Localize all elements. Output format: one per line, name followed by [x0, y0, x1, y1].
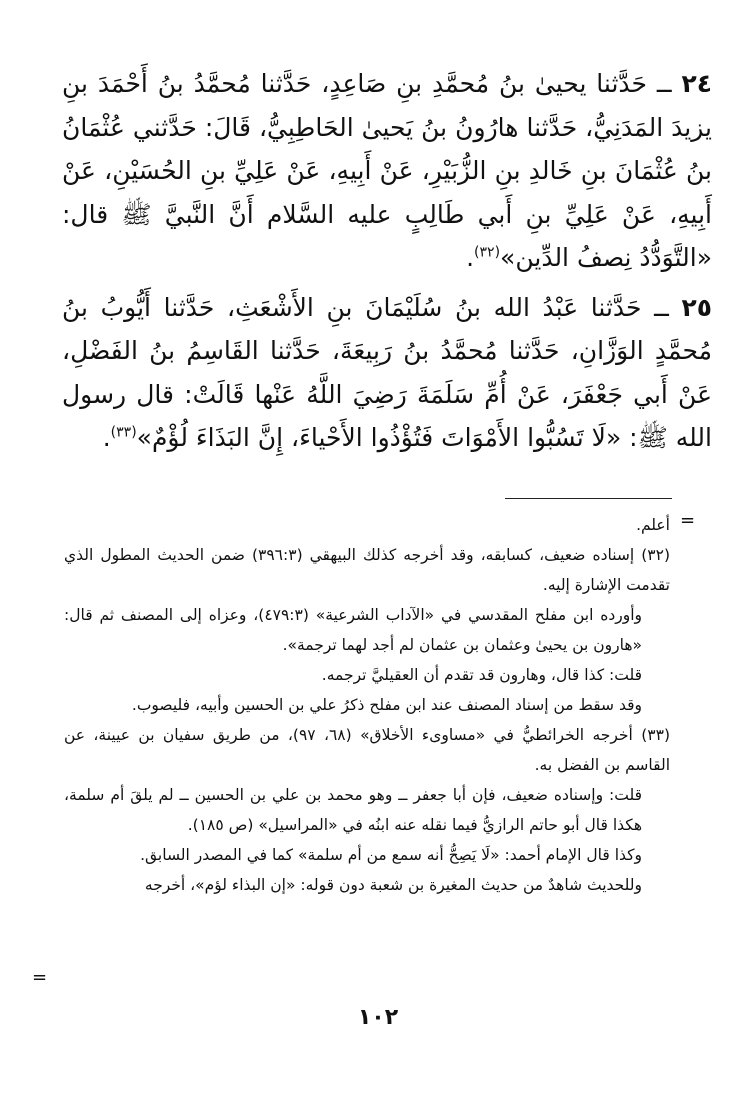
main-text: [62, 62, 712, 466]
footnote-33-paragraph: قلت: وإسناده ضعيف، فإن أبا جعفر ــ وهو محمد بن علي بن الحسين ــ لم يلقَ أم سلمة، هكذا قال أبو حاتم الرازيُّ فيما نقله عنه ابنُه في «المراسيل» (ص ١٨٥).: [64, 786, 642, 834]
footnote-33-paragraph: وللحديث شاهدٌ من حديث المغيرة بن شعبة دون قوله: «إن البذاء لؤم»، أخرجه: [144, 876, 642, 894]
footnote-ref[interactable]: (٣٢): [474, 244, 501, 261]
footnote-divider: [505, 498, 672, 499]
hadith-25: ٢٥ ــ حَدَّثنا عَبْدُ الله بنُ سُلَيْمَانَ بنِ الأَشْعَثِ، حَدَّثنا أَيُّوبُ بنُ مُحمَّدٍ الوَزَّانِ، حَدَّثنا مُحمَّدُ بنُ رَبِيعَةَ، حَدَّثنا القَاسِمُ بنُ الفَضْلِ، عَنْ أَبي جَعْفَرَ، عَنْ أُمِّ سَلَمَةَ رَضِيَ اللَّهُ عَنْها قَالَتْ: قال رسول الله ﷺ: «لَا تَسُبُّوا الأَمْوَاتَ فَتُؤْذُوا الأَحْياءَ، إِنَّ البَذَاءَ لُؤْمٌ»$^{(٣٣)}$.: [62, 292, 712, 452]
footnote-text: أخرجه الخرائطيُّ في «مساوىء الأخلاق» (٦٨، ٩٧)، من طريق سفيان بن عيينة، عن القاسم بن الفضل به.: [64, 726, 670, 774]
footnote-ref[interactable]: (٣٣): [110, 424, 137, 441]
hadith-text: ــ حَدَّثنا يحيىٰ بنُ مُحمَّدِ بنِ صَاعِدٍ، حَدَّثنا مُحمَّدُ بنُ أَحْمَدَ بنِ يزيدَ المَدَنِيُّ، حَدَّثنا هارُونُ بنُ يَحيىٰ الحَاطِبِيُّ، قَالَ: حَدَّثني عُثْمَانُ بنُ عُثْمَانَ بنِ خَالدِ بنِ الزُّبَيْرِ، عَنْ أَبِيهِ، عَنْ عَلِيِّ بنِ الحُسَيْنِ، عَنْ أَبِيهِ، عَنْ عَلِيِّ بنِ أَبي طَالِبٍ عليه السَّلام أَنَّ النَّبيَّ ﷺ قال: «التَّوَدُّدُ نِصفُ الدِّين»: [62, 69, 712, 272]
continuation-marker: =: [32, 967, 48, 988]
page-number: ١٠٢: [357, 1005, 399, 1030]
footnotes: [64, 510, 670, 900]
footnote-32-paragraph: وقد سقط من إسناد المصنف عند ابن مفلح ذكرُ علي بن الحسين وأبيه، فليصوب.: [131, 696, 642, 714]
hadith-number: ٢٥: [681, 292, 712, 322]
footnote-33-paragraph: وكذا قال الإمام أحمد: «لَا يَصِحُّ أنه سمع من أم سلمة» كما في المصدر السابق.: [140, 846, 642, 864]
hadith-24: ٢٤ ــ حَدَّثنا يحيىٰ بنُ مُحمَّدِ بنِ صَاعِدٍ، حَدَّثنا مُحمَّدُ بنُ أَحْمَدَ بنِ يزيدَ المَدَنِيُّ، حَدَّثنا هارُونُ بنُ يَحيىٰ الحَاطِبِيُّ، قَالَ: حَدَّثني عُثْمَانُ بنُ عُثْمَانَ بنِ خَالدِ بنِ الزُّبَيْرِ، عَنْ أَبِيهِ، عَنْ عَلِيِّ بنِ الحُسَيْنِ، عَنْ أَبِيهِ، عَنْ عَلِيِّ بنِ أَبي طَالِبٍ عليه السَّلام أَنَّ النَّبيَّ ﷺ قال: «التَّوَدُّدُ نِصفُ الدِّين»$^{(٣٢)}$.: [62, 69, 712, 272]
footnote-32: [64, 540, 670, 600]
footnote-carry-over: أعلم.: [636, 516, 670, 534]
hadith-number: ٢٤: [681, 69, 712, 98]
hadith-text: ــ حَدَّثنا عَبْدُ الله بنُ سُلَيْمَانَ بنِ الأَشْعَثِ، حَدَّثنا أَيُّوبُ بنُ مُحمَّدٍ الوَزَّانِ، حَدَّثنا مُحمَّدُ بنُ رَبِيعَةَ، حَدَّثنا القَاسِمُ بنُ الفَضْلِ، عَنْ أَبي جَعْفَرَ، عَنْ أُمِّ سَلَمَةَ رَضِيَ اللَّهُ عَنْها قَالَتْ: قال رسول الله ﷺ: «لَا تَسُبُّوا الأَمْوَاتَ فَتُؤْذُوا الأَحْياءَ، إِنَّ البَذَاءَ لُؤْمٌ»: [62, 292, 712, 452]
footnote-33: [64, 720, 670, 780]
footnote-32-paragraph: وأورده ابن مفلح المقدسي في «الآداب الشرعية» (٤٧٩:٣)، وعزاه إلى المصنف ثم قال: «هارون بن يحيىٰ وعثمان بن عثمان لم أجد لهما ترجمة».: [64, 606, 643, 654]
footnote-number: (٣٣): [641, 726, 670, 744]
continuation-marker: =: [680, 510, 696, 531]
footnote-number: (٣٢): [641, 546, 670, 564]
footnote-text: إسناده ضعيف، كسابقه، وقد أخرجه كذلك البيهقي (٣٩٦:٣) ضمن الحديث المطول الذي تقدمت الإشارة إليه.: [64, 546, 670, 594]
footnote-32-paragraph: قلت: كذا قال، وهارون قد تقدم أن العقيليَّ ترجمه.: [321, 666, 642, 684]
